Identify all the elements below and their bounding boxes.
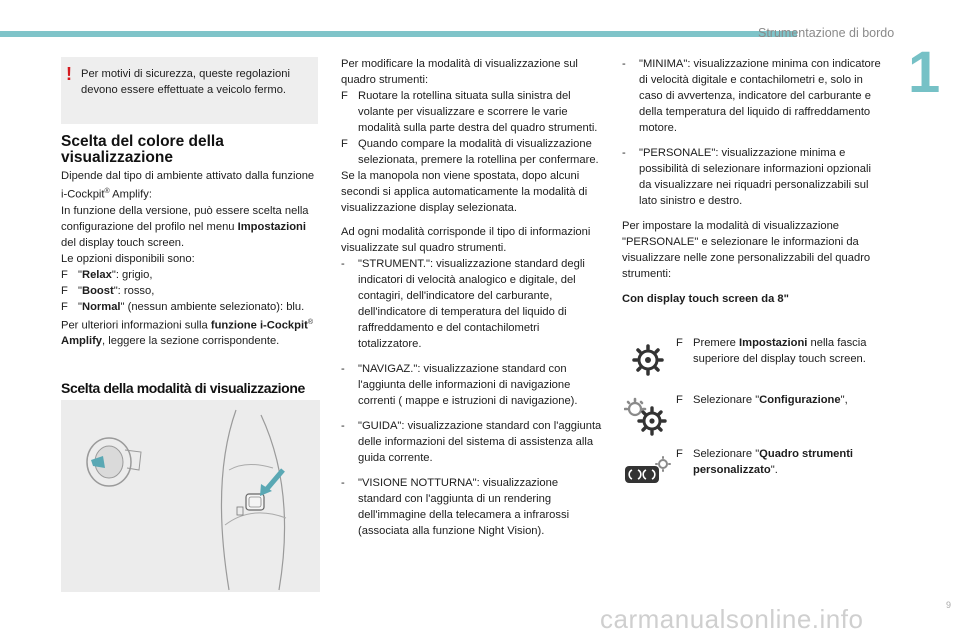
col2-intro: Per modificare la modalità di visualizzazione sul quadro strumenti: xyxy=(341,58,578,86)
safety-note xyxy=(61,57,318,124)
step-2: F Selezionare "Configurazione", xyxy=(676,394,848,406)
custom-cluster-icon xyxy=(624,456,672,491)
mode-item: - "NAVIGAZ.": visualizzazione standard con l'aggiunta delle informazioni di navigazione correnti ( mappe e istruzioni di navigazione). xyxy=(341,363,578,407)
option-item: F "Boost": rosso, xyxy=(61,284,155,297)
header-bar xyxy=(0,31,797,37)
version-paragraph: In funzione della versione, può essere scelta nella configurazione del profilo nel menu Impostazioni del display touch screen. xyxy=(61,204,309,249)
section-heading-mode: Scelta della modalità di visualizzazione xyxy=(61,380,305,396)
col3-personal-paragraph: Per impostare la modalità di visualizzazione "PERSONALE" e selezionare le informazioni da visualizzare nelle zone personalizzabili del quadro strumenti: xyxy=(622,220,871,280)
instruction-item: F Ruotare la rotellina situata sulla sinistra del volante per visualizzare e scorrere le varie modalità sulla parte destra del quadro strumenti. xyxy=(341,90,598,134)
instruction-item: F Quando compare la modalità di visualizzazione selezionata, premere la rotellina per confermare. xyxy=(341,138,599,166)
intro-paragraph: Dipende dal tipo di ambiente attivato dalla funzione i-Cockpit® Amplify: xyxy=(61,170,315,201)
warning-icon: ! xyxy=(66,64,72,84)
step-1: F Premere Impostazioni nella fascia superiore del display touch screen. xyxy=(676,337,867,365)
col2-modes-intro: Ad ogni modalità corrisponde il tipo di informazioni visualizzate sul quadro strumenti. xyxy=(341,226,591,254)
mode-item: - "MINIMA": visualizzazione minima con indicatore di velocità digitale e contachilometri e, solo in caso di avvertenza, indicatore del carburante e della temperatura del liquido di raffreddamento motore. xyxy=(622,58,881,134)
configuration-icon xyxy=(624,397,668,442)
mode-item: - "GUIDA": visualizzazione standard con l'aggiunta delle informazioni del sistema di assistenza alla guida corrente. xyxy=(341,420,602,464)
mode-item: - "VISIONE NOTTURNA": visualizzazione standard con l'aggiunta di un rendering dell'immagine della telecamera a infrarossi (associata alla funzione Night Vision). xyxy=(341,477,570,537)
section-heading-color: Scelta del colore della visualizzazione xyxy=(61,133,224,166)
option-item: F "Normal" (nessun ambiente selezionato): blu. xyxy=(61,300,305,313)
chapter-number: 1 xyxy=(908,40,941,105)
page-number: 9 xyxy=(946,600,952,610)
column-3-text xyxy=(622,56,884,307)
more-info-paragraph: Per ulteriori informazioni sulla funzione i-Cockpit® Amplify, leggere la sezione corrispondente. xyxy=(61,318,313,348)
steering-wheel-illustration xyxy=(61,400,320,592)
mode-item: - "STRUMENT.": visualizzazione standard degli indicatori di velocità analogico e digitale, del contagiri, dell'indicatore del carburante, dell'indicatore di temperatura del liquido di raffreddamento e del contachilometri totalizzatore. xyxy=(341,258,585,350)
watermark: carmanualsonline.info xyxy=(600,604,864,634)
mode-item: - "PERSONALE": visualizzazione minima e possibilità di selezionare informazioni opzionali da visualizzare nei riquadri personalizzabili sul lato sinistro e destro. xyxy=(622,147,871,207)
steering-wheel-drawing xyxy=(61,400,320,592)
header-title: Strumentazione di bordo xyxy=(758,26,895,40)
options-intro: Le opzioni disponibili sono: xyxy=(61,252,195,265)
column-2-text xyxy=(341,56,603,539)
col2-auto-paragraph: Se la manopola non viene spostata, dopo alcuni secondi si applica automaticamente la modalità di visualizzazione display selezionata. xyxy=(341,170,588,214)
settings-icon xyxy=(631,343,665,382)
col3-subheading: Con display touch screen da 8" xyxy=(622,293,789,305)
option-item: F "Relax": grigio, xyxy=(61,268,153,281)
safety-note-text: Per motivi di sicurezza, queste regolazioni devono essere effettuate a veicolo fermo. xyxy=(81,68,290,96)
column-1-text xyxy=(61,168,323,349)
mini-cockpit xyxy=(87,438,141,486)
step-3: F Selezionare "Quadro strumenti personalizzato". xyxy=(676,448,854,476)
